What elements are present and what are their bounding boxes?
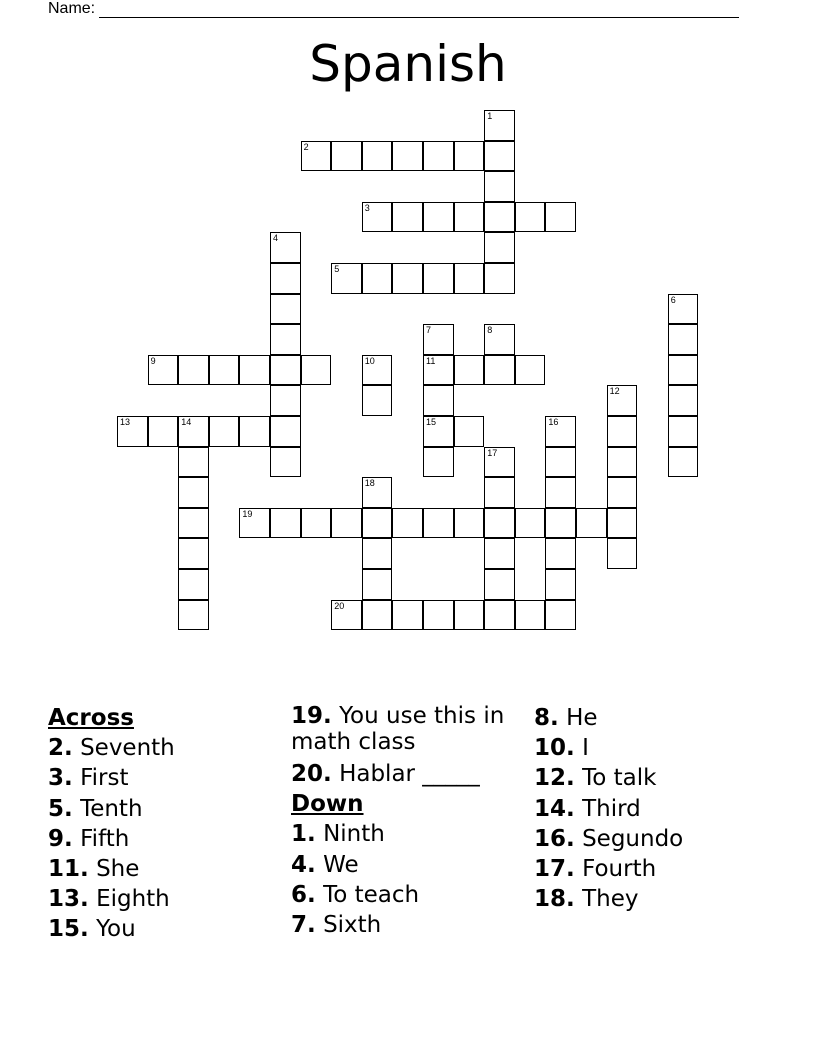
name-label: Name:: [48, 0, 96, 17]
crossword-cell[interactable]: [178, 508, 209, 539]
crossword-cell[interactable]: [454, 416, 485, 447]
crossword-cell[interactable]: [668, 385, 699, 416]
crossword-cell[interactable]: [423, 355, 454, 386]
crossword-cell[interactable]: [668, 294, 699, 325]
crossword-cell[interactable]: [270, 294, 301, 325]
crossword-cell[interactable]: [423, 600, 454, 631]
crossword-cell[interactable]: [392, 141, 423, 172]
clue-across-19: 19. You use this in math class: [291, 703, 505, 755]
crossword-cell[interactable]: [362, 385, 393, 416]
cell-number: 13: [120, 417, 131, 427]
crossword-cell[interactable]: [392, 508, 423, 539]
crossword-cell[interactable]: [301, 508, 332, 539]
crossword-cell[interactable]: [607, 416, 638, 447]
crossword-cell[interactable]: [668, 324, 699, 355]
crossword-cell[interactable]: [270, 385, 301, 416]
crossword-cell[interactable]: [178, 477, 209, 508]
clue-down-4: 4. We: [291, 851, 359, 878]
crossword-cell[interactable]: [545, 202, 576, 233]
crossword-cell[interactable]: [545, 569, 576, 600]
crossword-cell[interactable]: [117, 416, 148, 447]
crossword-cell[interactable]: [423, 508, 454, 539]
clue-column-2: [291, 703, 511, 940]
across-heading: Across: [48, 705, 134, 731]
crossword-cell[interactable]: [484, 569, 515, 600]
crossword-cell[interactable]: [454, 202, 485, 233]
crossword-cell[interactable]: [484, 232, 515, 263]
crossword-cell[interactable]: [270, 508, 301, 539]
crossword-cell[interactable]: [392, 600, 423, 631]
clue-across-13: 13. Eighth: [48, 886, 170, 913]
crossword-cell[interactable]: [545, 538, 576, 569]
crossword-cell[interactable]: [668, 355, 699, 386]
crossword-cell[interactable]: [484, 141, 515, 172]
crossword-cell[interactable]: [331, 600, 362, 631]
clue-across-3: 3. First: [48, 765, 129, 792]
crossword-cell[interactable]: [270, 447, 301, 478]
crossword-cell[interactable]: [362, 141, 393, 172]
cell-number: 6: [670, 294, 676, 305]
crossword-cell[interactable]: [270, 355, 301, 386]
crossword-cell[interactable]: [178, 447, 209, 478]
name-underline[interactable]: [99, 3, 739, 18]
crossword-cell[interactable]: [270, 324, 301, 355]
crossword-cell[interactable]: [607, 477, 638, 508]
crossword-cell[interactable]: [178, 416, 209, 447]
crossword-cell[interactable]: [362, 202, 393, 233]
crossword-cell[interactable]: [668, 447, 699, 478]
cell-number: 16: [548, 417, 559, 427]
clue-across-20: 20. Hablar _____: [291, 761, 480, 787]
cell-number: 1: [487, 111, 493, 121]
crossword-cell[interactable]: [668, 416, 699, 447]
crossword-cell[interactable]: [423, 202, 454, 233]
crossword-cell[interactable]: [454, 141, 485, 172]
crossword-cell[interactable]: [423, 416, 454, 447]
clue-across-11: 11. She: [48, 856, 140, 883]
clue-across-5: 5. Tenth: [48, 795, 143, 822]
cell-number: 20: [334, 600, 345, 611]
crossword-cell[interactable]: [515, 600, 546, 631]
crossword-cell[interactable]: [576, 508, 607, 539]
crossword-cell[interactable]: [423, 141, 454, 172]
name-field[interactable]: [48, 0, 739, 18]
crossword-cell[interactable]: [239, 355, 270, 386]
clue-down-10: 10. I: [534, 735, 589, 762]
crossword-cell[interactable]: [423, 385, 454, 416]
crossword-cell[interactable]: [607, 538, 638, 569]
cell-number: 3: [364, 202, 370, 213]
crossword-cell[interactable]: [484, 202, 515, 233]
cell-number: 15: [426, 417, 437, 427]
crossword-cell[interactable]: [607, 385, 638, 416]
cell-number: 18: [364, 478, 375, 489]
crossword-cell[interactable]: [331, 263, 362, 294]
crossword-cell[interactable]: [178, 538, 209, 569]
crossword-cell[interactable]: [545, 508, 576, 539]
clue-down-1: 1. Ninth: [291, 821, 385, 848]
crossword-cell[interactable]: [515, 508, 546, 539]
clue-column-1: [48, 703, 175, 945]
crossword-cell[interactable]: [301, 355, 332, 386]
crossword-cell[interactable]: [545, 447, 576, 478]
clue-across-15: 15. You: [48, 916, 136, 943]
crossword-cell[interactable]: [209, 416, 240, 447]
clue-down-17: 17. Fourth: [534, 856, 657, 883]
crossword-cell[interactable]: [423, 447, 454, 478]
clue-down-8: 8. He: [534, 705, 598, 731]
crossword-cell[interactable]: [362, 600, 393, 631]
clue-down-16: 16. Segundo: [534, 825, 684, 852]
crossword-cell[interactable]: [423, 324, 454, 355]
cell-number: 4: [273, 233, 279, 244]
crossword-cell[interactable]: [484, 508, 515, 539]
crossword-cell[interactable]: [362, 263, 393, 294]
crossword-cell[interactable]: [454, 263, 485, 294]
crossword-cell[interactable]: [270, 416, 301, 447]
crossword-cell[interactable]: [484, 110, 515, 141]
crossword-cell[interactable]: [454, 355, 485, 386]
crossword-cell[interactable]: [178, 355, 209, 386]
crossword-cell[interactable]: [484, 477, 515, 508]
crossword-cell[interactable]: [484, 171, 515, 202]
crossword-cell[interactable]: [331, 141, 362, 172]
crossword-cell[interactable]: [270, 263, 301, 294]
crossword-cell[interactable]: [362, 538, 393, 569]
down-heading: Down: [291, 791, 364, 818]
clue-down-14: 14. Third: [534, 795, 641, 822]
crossword-cell[interactable]: [484, 324, 515, 355]
crossword-cell[interactable]: [178, 569, 209, 600]
crossword-cell[interactable]: [178, 600, 209, 631]
clue-down-12: 12. To talk: [534, 765, 657, 792]
crossword-cell[interactable]: [484, 538, 515, 569]
crossword-cell[interactable]: [362, 508, 393, 539]
crossword-cell[interactable]: [148, 355, 179, 386]
cell-number: 11: [426, 355, 436, 366]
crossword-cell[interactable]: [392, 202, 423, 233]
clue-across-2: 2. Seventh: [48, 735, 175, 762]
clue-down-6: 6. To teach: [291, 881, 420, 908]
cell-number: 7: [426, 325, 432, 336]
crossword-cell[interactable]: [484, 600, 515, 631]
clue-across-9: 9. Fifth: [48, 825, 130, 852]
cell-number: 10: [364, 355, 375, 366]
cell-number: 12: [609, 386, 620, 397]
crossword-cell[interactable]: [545, 477, 576, 508]
crossword-cell[interactable]: [362, 569, 393, 600]
crossword-cell[interactable]: [607, 508, 638, 539]
clue-column-3: [534, 703, 683, 914]
crossword-cell[interactable]: [270, 232, 301, 263]
clue-down-7: 7. Sixth: [291, 912, 382, 939]
crossword-cell[interactable]: [209, 355, 240, 386]
page-title: Spanish: [309, 35, 507, 93]
cell-number: 5: [334, 264, 340, 274]
cell-number: 8: [487, 325, 493, 336]
crossword-cell[interactable]: [545, 416, 576, 447]
crossword-cell[interactable]: [484, 447, 515, 478]
crossword-cell[interactable]: [362, 477, 393, 508]
cell-number: 19: [242, 508, 253, 519]
crossword-cell[interactable]: [331, 508, 362, 539]
clue-down-18: 18. They: [534, 886, 639, 913]
crossword-cell[interactable]: [239, 416, 270, 447]
cell-number: 14: [181, 417, 192, 427]
cell-number: 2: [303, 141, 309, 152]
crossword-cell[interactable]: [515, 202, 546, 233]
crossword-cell[interactable]: [301, 141, 332, 172]
crossword-cell[interactable]: [392, 263, 423, 294]
crossword-cell[interactable]: [545, 600, 576, 631]
cell-number: 17: [487, 447, 498, 458]
crossword-cell[interactable]: [607, 447, 638, 478]
crossword-cell[interactable]: [423, 263, 454, 294]
crossword-cell[interactable]: [148, 416, 179, 447]
crossword-cell[interactable]: [454, 600, 485, 631]
crossword-cell[interactable]: [484, 355, 515, 386]
crossword-cell[interactable]: [239, 508, 270, 539]
crossword-cell[interactable]: [454, 508, 485, 539]
crossword-cell[interactable]: [362, 355, 393, 386]
cell-number: 9: [150, 355, 156, 366]
crossword-cell[interactable]: [515, 355, 546, 386]
crossword-cell[interactable]: [484, 263, 515, 294]
